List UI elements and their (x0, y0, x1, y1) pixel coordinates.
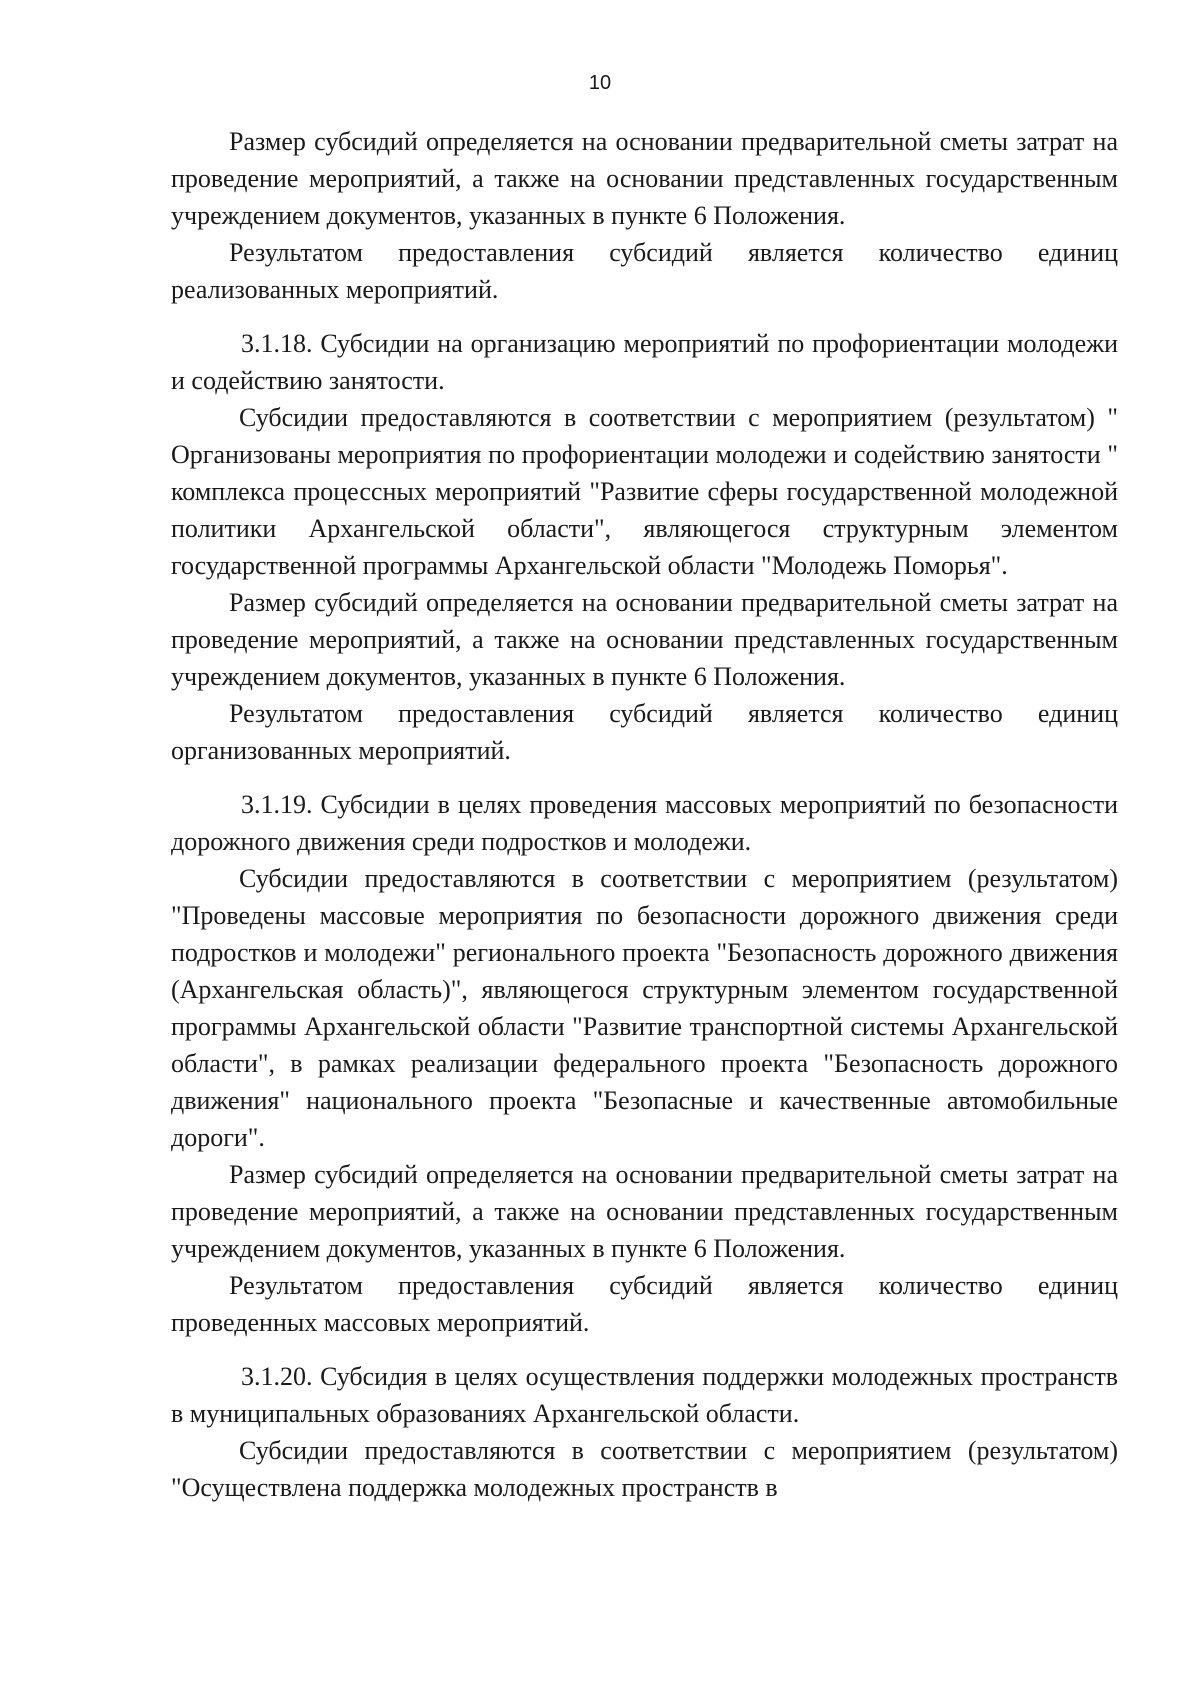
paragraph-subsidy-basis: Субсидии предоставляются в соответствии с мероприятием (результатом) " Организованы мероприятия по профориентации молодежи и содействию занятости " комплекса процессных мероприятий "Развитие сферы государственной молодежной политики Архангельской области", являющегося структурным элементом государственной программы Архангельской области "Молодежь Поморья". (171, 403, 1118, 580)
paragraph-subsidy-basis: Субсидии предоставляются в соответствии с мероприятием (результатом) "Проведены массовые мероприятия по безопасности дорожного движения среди подростков и молодежи" регионального проекта "Безопасность дорожного движения (Архангельская область)", являющегося структурным элементом государственной программы Архангельской области "Развитие транспортной системы Архангельской области", в рамках реализации федерального проекта "Безопасность дорожного движения" национального проекта "Безопасные и качественные автомобильные дороги". (171, 864, 1118, 1152)
page-number: 10 (588, 72, 612, 94)
paragraph-result: Результатом предоставления субсидий является количество единиц организованных мероприятий. (171, 699, 1118, 765)
section-heading-3-1-20: 3.1.20. Субсидия в целях осуществления поддержки молодежных пространств в муниципальных образованиях Архангельской области. (171, 1362, 1118, 1428)
section-heading-3-1-19: 3.1.19. Субсидии в целях проведения массовых мероприятий по безопасности дорожного движения среди подростков и молодежи. (171, 790, 1118, 856)
paragraph-subsidy-basis: Субсидии предоставляются в соответствии с мероприятием (результатом) "Осуществлена поддержка молодежных пространств в (171, 1436, 1118, 1502)
paragraph-estimate-basis: Размер субсидий определяется на основании предварительной сметы затрат на проведение мероприятий, а также на основании представленных государственным учреждением документов, указанных в пункте 6 Положения. (171, 127, 1118, 230)
paragraph-estimate-basis: Размер субсидий определяется на основании предварительной сметы затрат на проведение мероприятий, а также на основании представленных государственным учреждением документов, указанных в пункте 6 Положения. (171, 1160, 1118, 1263)
section-heading-3-1-18: 3.1.18. Субсидии на организацию мероприятий по профориентации молодежи и содействию занятости. (171, 329, 1118, 395)
paragraph-estimate-basis: Размер субсидий определяется на основании предварительной сметы затрат на проведение мероприятий, а также на основании представленных государственным учреждением документов, указанных в пункте 6 Положения. (171, 588, 1118, 691)
paragraph-result: Результатом предоставления субсидий является количество единиц проведенных массовых мероприятий. (171, 1271, 1118, 1337)
paragraph-result: Результатом предоставления субсидий является количество единиц реализованных мероприятий. (171, 238, 1118, 304)
document-body (171, 123, 1118, 1506)
